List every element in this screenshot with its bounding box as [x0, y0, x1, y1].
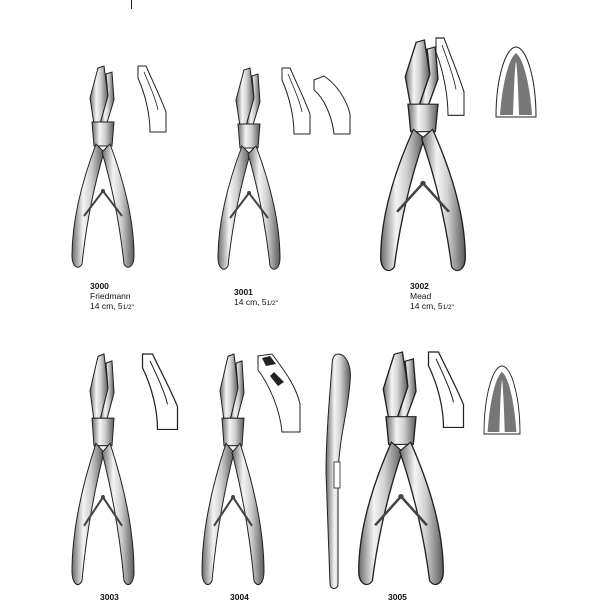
item-code: 3004 [230, 592, 249, 602]
caption-3001 [234, 287, 278, 309]
tip-3001a-icon [280, 68, 312, 138]
item-size: 14 cm, 51/2" [410, 301, 454, 311]
item-name: Mead [410, 291, 432, 301]
item-size: 14 cm, 51/2" [90, 301, 134, 311]
caption-3005 [388, 592, 407, 602]
plier-3001-image [216, 68, 282, 274]
top-divider [131, 0, 132, 9]
caption-3004 [230, 592, 249, 602]
plier-3000-image [70, 66, 136, 272]
caption-3000 [90, 281, 134, 313]
elevator-tool-image [320, 352, 360, 592]
tip-3005-front-icon [484, 366, 520, 434]
plier-3003-image [70, 354, 136, 590]
item-code: 3001 [234, 287, 253, 297]
tip-3000-icon [136, 66, 168, 136]
tip-3005-icon [426, 352, 466, 432]
item-code: 3000 [90, 281, 109, 291]
tip-3002-front-icon [496, 46, 536, 118]
item-size: 14 cm, 51/2" [234, 297, 278, 307]
tip-3001b-icon [312, 76, 352, 136]
item-name: Friedmann [90, 291, 131, 301]
item-code: 3003 [100, 592, 119, 602]
tip-3004-icon [256, 354, 302, 434]
item-code: 3005 [388, 592, 407, 602]
tip-3003-icon [140, 354, 180, 434]
caption-3002 [410, 281, 454, 313]
caption-3003 [100, 592, 119, 602]
tip-3002-icon [434, 38, 466, 120]
item-code: 3002 [410, 281, 429, 291]
